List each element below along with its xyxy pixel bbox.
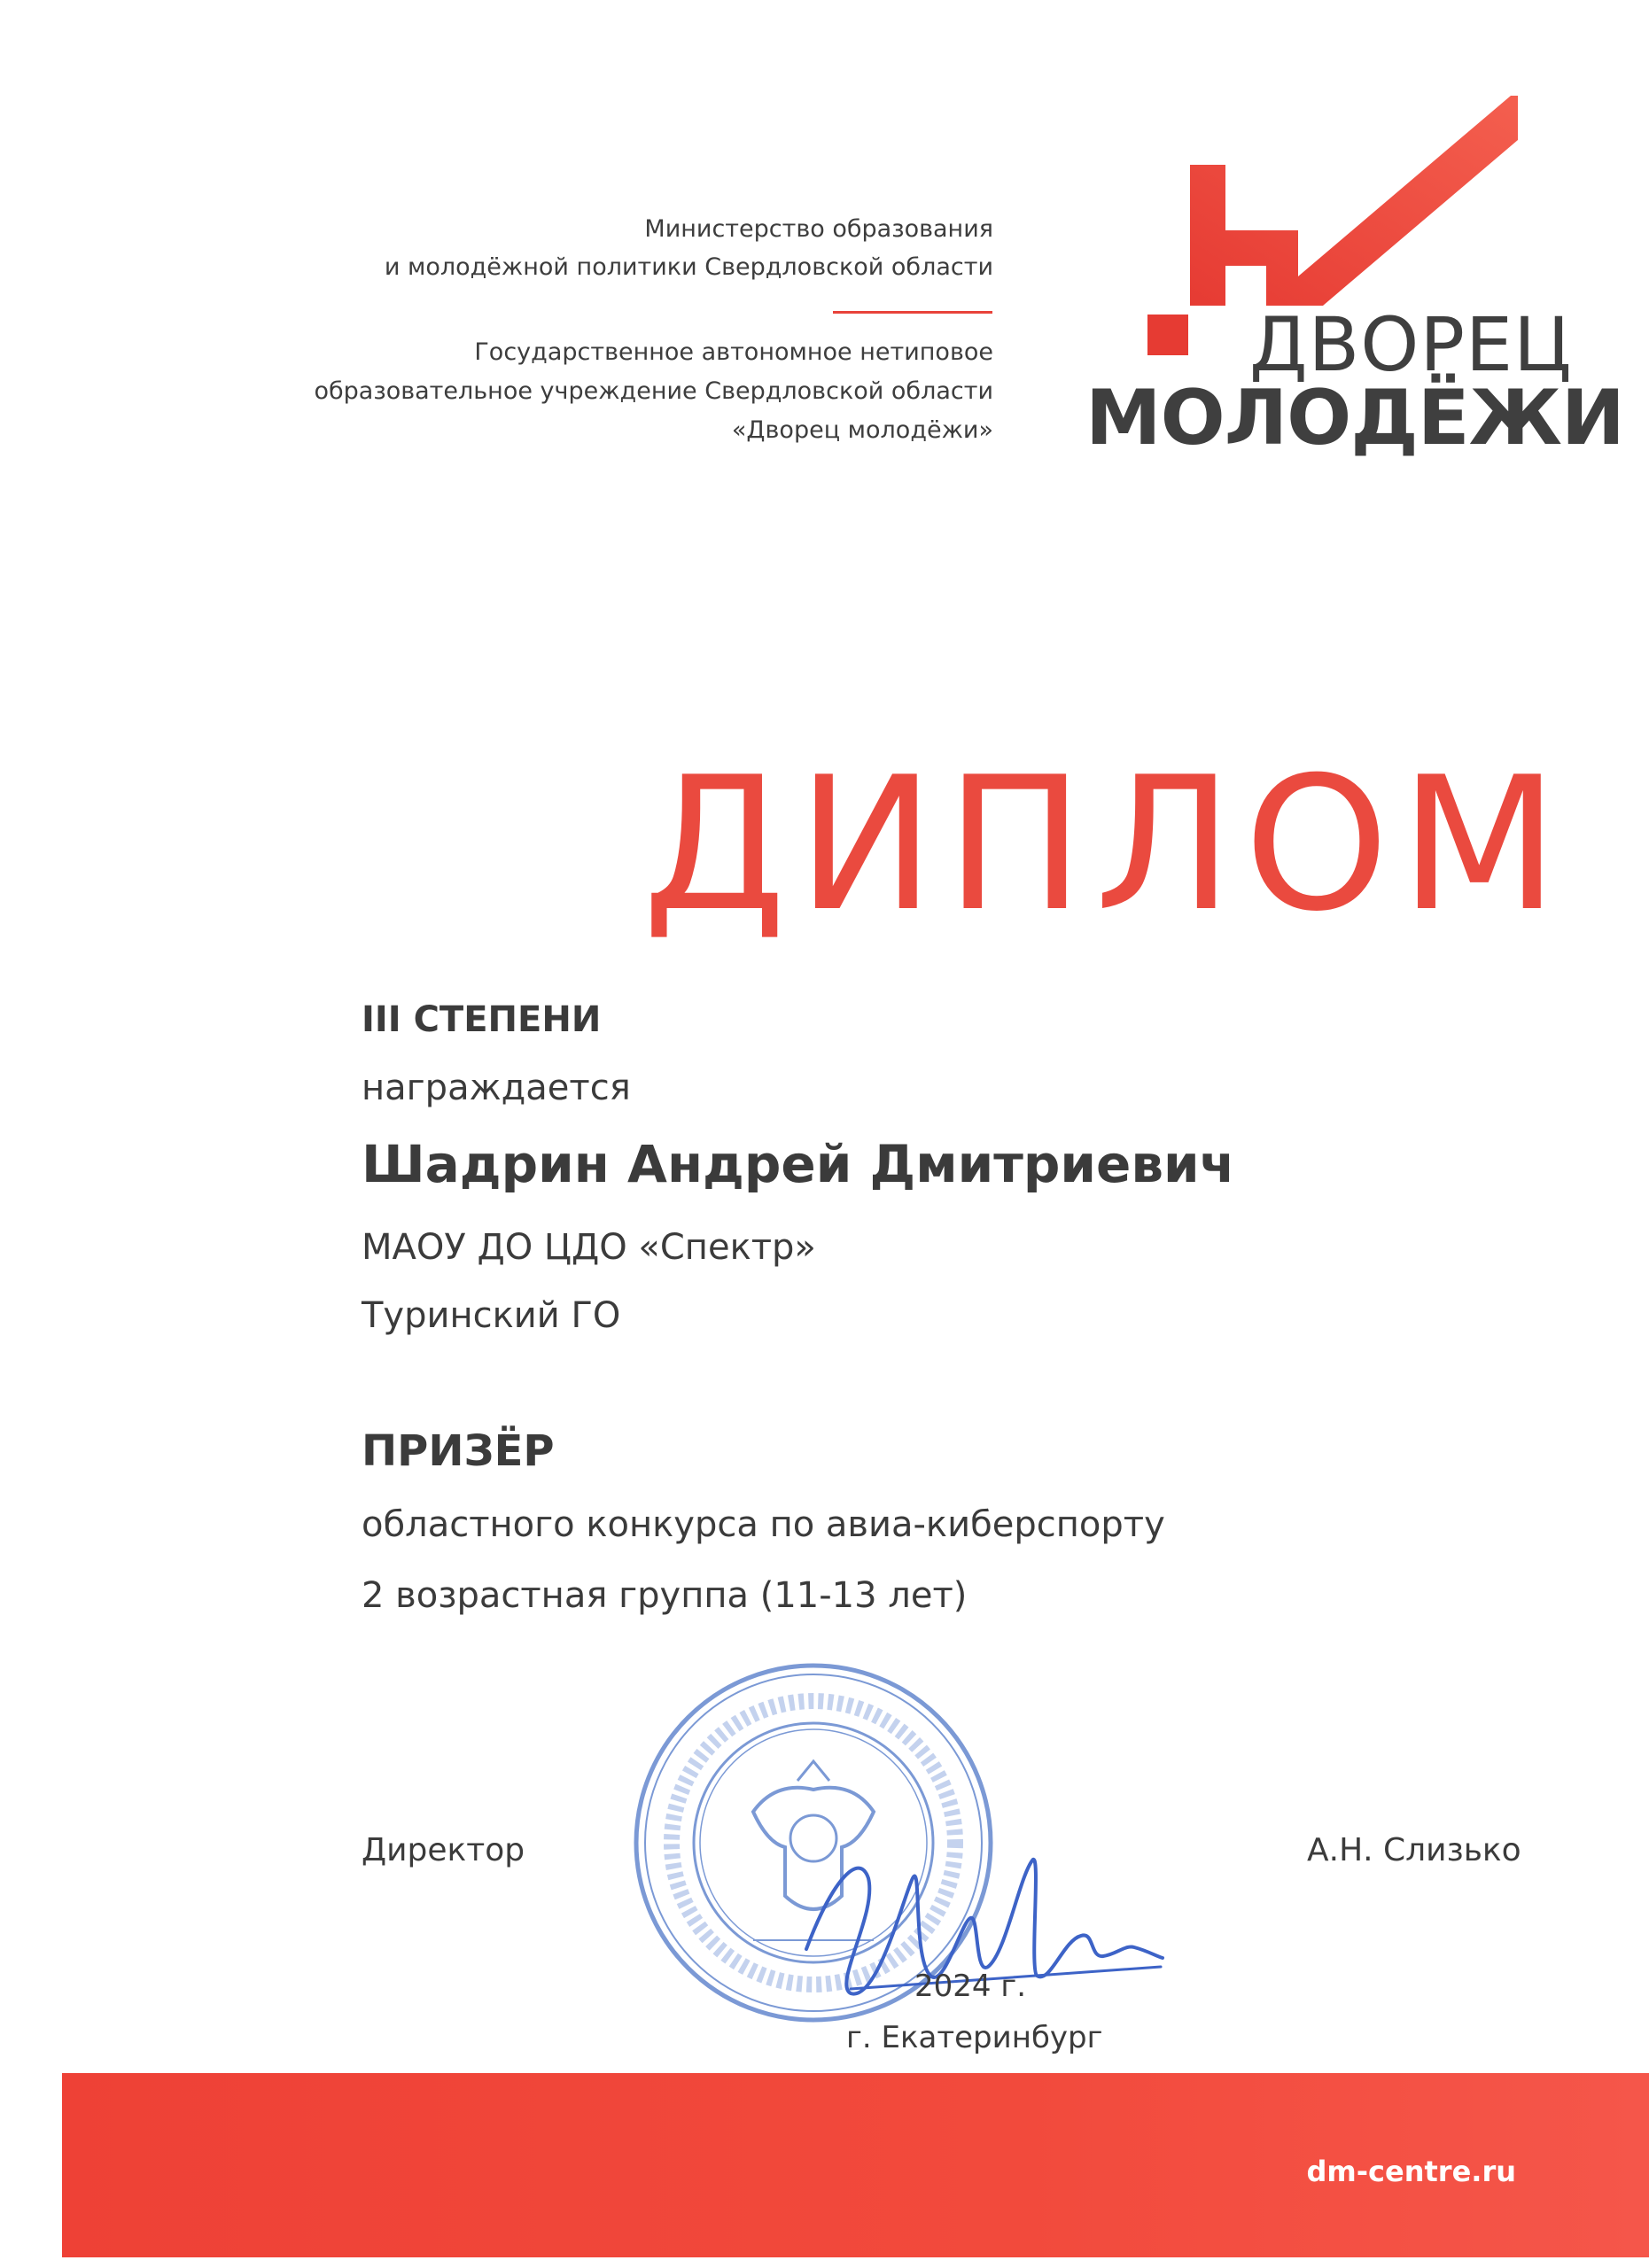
prize-title: ПРИЗЁР xyxy=(362,1426,555,1476)
contest-description: областного конкурса по авиа-киберспорту xyxy=(362,1504,1165,1545)
signer-name: А.Н. Слизько xyxy=(1307,1832,1521,1868)
issue-year: 2024 г. xyxy=(914,1969,1027,2004)
director-title: Директор xyxy=(362,1832,525,1868)
institution-line-2: образовательное учреждение Свердловской области xyxy=(314,377,993,405)
institution-line-3: «Дворец молодёжи» xyxy=(731,416,993,444)
ministry-line-2: и молодёжной политики Свердловской области xyxy=(384,253,993,281)
recipient-region: Туринский ГО xyxy=(362,1295,621,1336)
issue-city: г. Екатеринбург xyxy=(846,2020,1103,2055)
diploma-degree: III СТЕПЕНИ xyxy=(362,999,602,1040)
recipient-organization: МАОУ ДО ЦДО «Спектр» xyxy=(362,1227,816,1268)
diploma-title: ДИПЛОМ xyxy=(642,738,1570,952)
institution-line-1: Государственное автономное нетиповое xyxy=(474,338,993,366)
logo-word-molodezhi: МОЛОДЁЖИ xyxy=(1085,374,1624,462)
recipient-name: Шадрин Андрей Дмитриевич xyxy=(362,1134,1235,1194)
logo-word-dvorets: ДВОРЕЦ xyxy=(1249,301,1573,388)
awarded-label: награждается xyxy=(362,1068,631,1108)
age-group: 2 возрастная группа (11-13 лет) xyxy=(362,1575,968,1616)
footer-website-link[interactable]: dm-centre.ru xyxy=(1306,2155,1516,2188)
ministry-line-1: Министерство образования xyxy=(644,215,993,243)
header-divider xyxy=(833,311,992,314)
